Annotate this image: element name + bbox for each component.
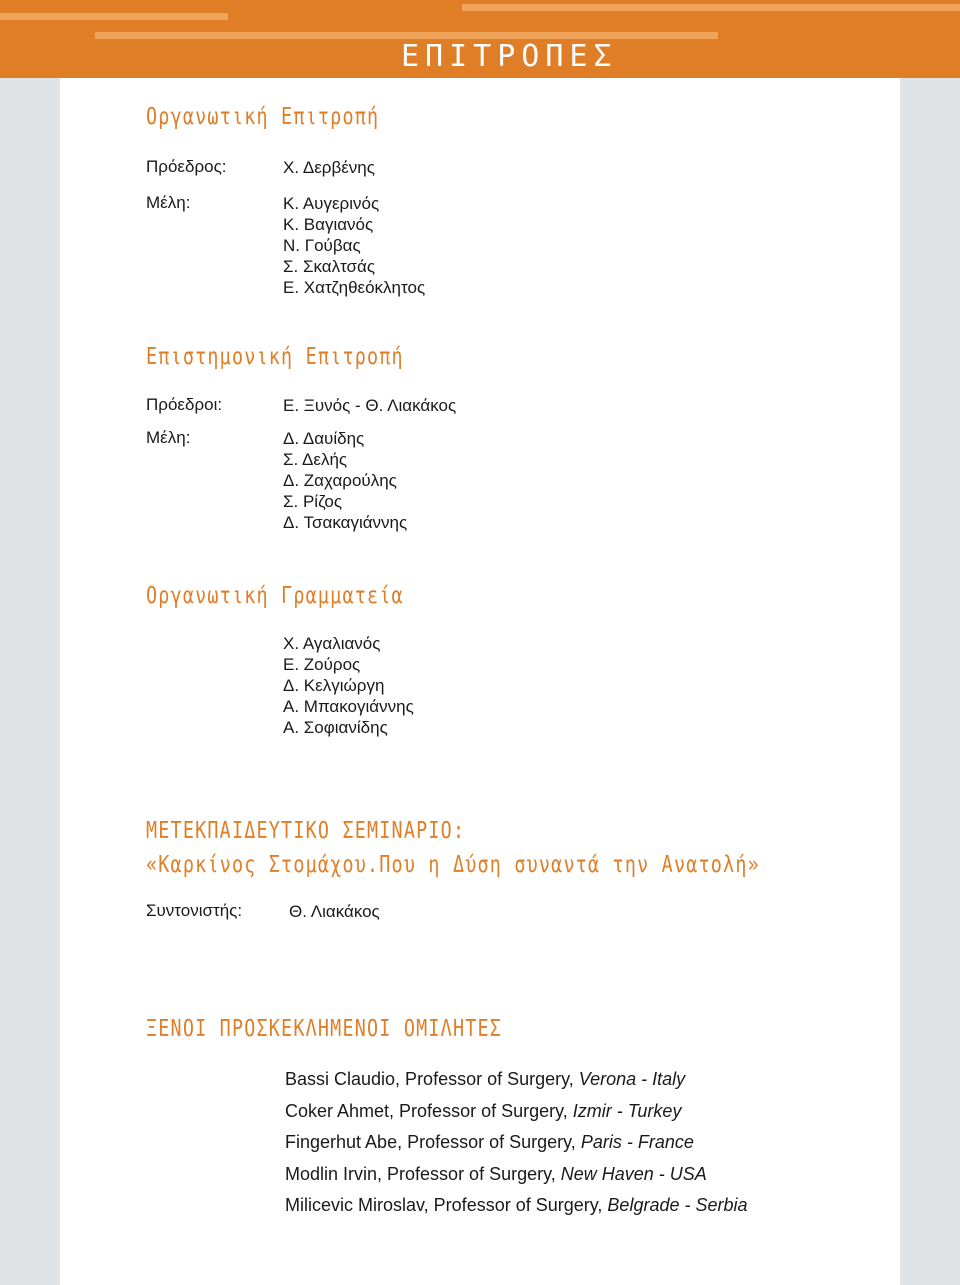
- speaker-location: Verona - Italy: [578, 1069, 686, 1089]
- person-name: Θ. Λιακάκος: [289, 902, 380, 921]
- person-name: Κ. Αυγερινός: [283, 194, 380, 213]
- chairs-label: Πρόεδροι:: [146, 395, 223, 414]
- person-name: Σ. Σκαλτσάς: [283, 257, 376, 276]
- member-list: [283, 193, 425, 298]
- speaker-name: Bassi Claudio, Professor of Surgery,: [285, 1069, 579, 1089]
- members-label: Μέλη:: [146, 428, 191, 447]
- speaker-location: Paris - France: [580, 1132, 694, 1152]
- speaker-row: [285, 1190, 748, 1222]
- page-title: ΕΠΙΤΡΟΠΕΣ: [401, 39, 618, 74]
- scientific-committee-title: Επιστημονική Επιτροπή: [146, 344, 404, 370]
- person-name: Ε. Χατζηθεόκλητος: [283, 278, 426, 297]
- person-name: Ν. Γούβας: [283, 236, 361, 255]
- speaker-location: Belgrade - Serbia: [607, 1195, 748, 1215]
- chair-name: [283, 395, 456, 416]
- speaker-name: Milicevic Miroslav, Professor of Surgery,: [285, 1195, 608, 1215]
- chair-name: [283, 157, 375, 178]
- header-stripe: [0, 13, 228, 20]
- seminar-subtitle: «Καρκίνος Στομάχου.Που η Δύση συναντά την Ανατολή»: [146, 852, 760, 878]
- member-list: [283, 633, 414, 738]
- speaker-row: [285, 1064, 748, 1096]
- person-name: Α. Μπακογιάννης: [283, 697, 414, 716]
- speaker-name: Fingerhut Abe, Professor of Surgery,: [285, 1132, 581, 1152]
- person-name: Δ. Τσακαγιάννης: [283, 513, 408, 532]
- header-bar: [0, 0, 960, 78]
- header-stripe: [95, 32, 718, 39]
- members-label: Μέλη:: [146, 193, 191, 212]
- speaker-row: [285, 1096, 748, 1128]
- coordinator-label: Συντονιστής:: [146, 901, 243, 920]
- person-name: Ε. Ξυνός - Θ. Λιακάκος: [283, 396, 457, 415]
- person-name: Δ. Κελγιώργη: [283, 676, 385, 695]
- person-name: Σ. Ρίζος: [283, 492, 343, 511]
- speaker-location: Izmir - Turkey: [572, 1100, 682, 1121]
- person-name: Δ. Δαυίδης: [283, 429, 365, 448]
- speaker-location: New Haven - USA: [560, 1163, 707, 1184]
- person-name: Σ. Δελής: [283, 450, 348, 469]
- member-list: [283, 428, 407, 533]
- person-name: Κ. Βαγιανός: [283, 215, 374, 234]
- guest-speakers-title: ΞΕΝΟΙ ΠΡΟΣΚΕΚΛΗΜΕΝΟΙ ΟΜΙΛΗΤΕΣ: [146, 1016, 503, 1042]
- header-stripe: [462, 4, 960, 11]
- speaker-row: [285, 1159, 748, 1191]
- speaker-name: Coker Ahmet, Professor of Surgery,: [285, 1100, 573, 1121]
- speaker-name: Modlin Irvin, Professor of Surgery,: [285, 1163, 561, 1184]
- person-name: Α. Σοφιανίδης: [283, 718, 388, 737]
- person-name: Χ. Αγαλιανός: [283, 634, 381, 653]
- speaker-list: [285, 1064, 748, 1222]
- person-name: Ε. Ζούρος: [283, 655, 361, 674]
- person-name: Χ. Δερβένης: [283, 158, 375, 177]
- person-name: Δ. Ζαχαρούλης: [283, 471, 397, 490]
- secretariat-title: Οργανωτική Γραμματεία: [146, 583, 404, 609]
- coordinator-name: [289, 901, 380, 922]
- organizing-committee-title: Οργανωτική Επιτροπή: [146, 104, 380, 130]
- seminar-title: ΜΕΤΕΚΠΑΙΔΕΥΤΙΚΟ ΣΕΜΙΝΑΡΙΟ:: [146, 818, 466, 844]
- chair-label: Πρόεδρος:: [146, 157, 227, 176]
- speaker-row: [285, 1127, 748, 1159]
